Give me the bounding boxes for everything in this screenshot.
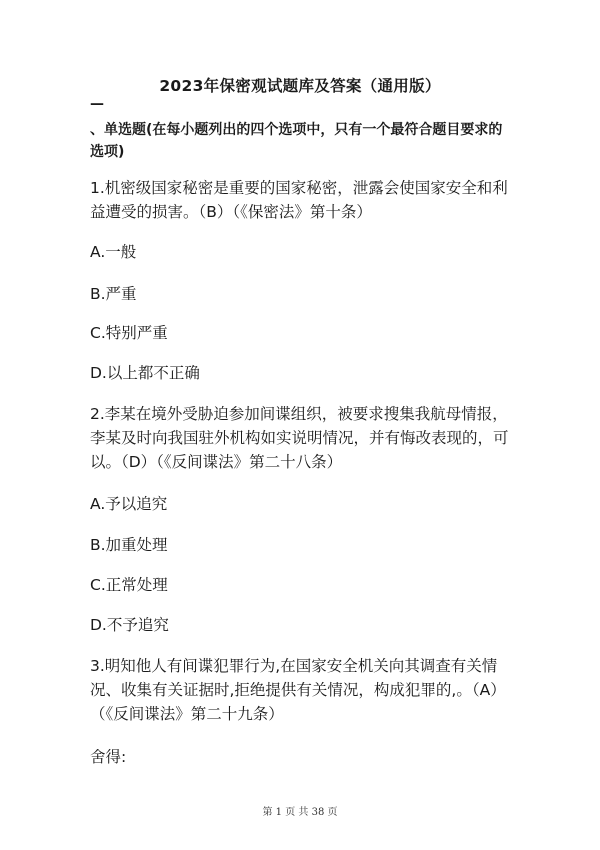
question-1-option-b: B.严重	[90, 285, 137, 303]
section-heading: 、单选题(在每小题列出的四个选项中，只有一个最符合题目要求的选项)	[90, 122, 503, 160]
question-1-option-c: C.特别严重	[90, 324, 168, 342]
question-1-option-a: A.一般	[90, 243, 137, 261]
question-1-option-d: D.以上都不正确	[90, 364, 200, 382]
page-footer: 第 1 页 共 38 页	[262, 807, 338, 818]
question-3: 3.明知他人有间谍犯罪行为,在国家安全机关向其调查有关情况、收集有关证据时,拒绝提供有关情况，构成犯罪的,。（A）（《反间谍法》第二十九条）	[90, 657, 506, 723]
question-1: 1.机密级国家秘密是重要的国家秘密，泄露会使国家安全和利益遭受的损害。（B）（《保密法》第十条）	[90, 179, 508, 221]
question-2: 2.李某在境外受胁迫参加间谍组织，被要求搜集我航母情报，李某及时向我国驻外机构如实说明情况，并有悔改表现的，可以。（D）（《反间谍法》第二十八条）	[90, 405, 509, 471]
question-2-option-d: D.不予追究	[90, 616, 169, 634]
question-2-option-c: C.正常处理	[90, 576, 168, 594]
question-2-option-b: B.加重处理	[90, 536, 168, 554]
section-prefix: —	[90, 96, 104, 112]
question-3-option-note: 舍得:	[90, 748, 127, 766]
question-2-option-a: A.予以追究	[90, 495, 168, 513]
document-title: 2023年保密观试题库及答案（通用版）	[159, 77, 441, 95]
